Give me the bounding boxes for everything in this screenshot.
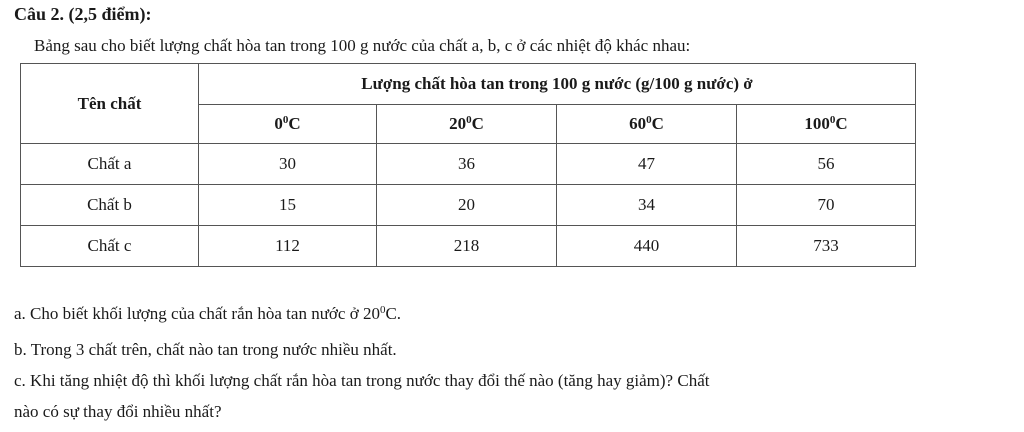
question-item-b: b. Trong 3 chất trên, chất nào tan trong nước nhiều nhất. [14,340,397,359]
value-cell: 47 [557,144,737,185]
value-cell: 112 [199,226,377,267]
value-cell: 34 [557,185,737,226]
temperature-header: $0^0C$ [199,105,377,144]
value-cell: 56 [737,144,916,185]
value-cell: 30 [199,144,377,185]
value-cell: 20 [377,185,557,226]
substance-name-header: Tên chất [21,64,199,144]
table-row [21,226,916,267]
substance-name-cell: Chất a [21,144,199,185]
temperature-header: $100^0C$ [737,105,916,144]
table-row [21,185,916,226]
question-intro: Bảng sau cho biết lượng chất hòa tan trong 100 g nước của chất a, b, c ở các nhiệt độ khác nhau: [34,36,691,55]
table-row [21,144,916,185]
value-cell: 70 [737,185,916,226]
question-item-c-continued: nào có sự thay đổi nhiều nhất? [14,402,222,421]
value-cell: 36 [377,144,557,185]
table-header-row [21,64,916,105]
substance-name-cell: Chất b [21,185,199,226]
solubility-group-header: Lượng chất hòa tan trong 100 g nước (g/100 g nước) ở [199,64,916,105]
temperature-header: $60^0C$ [557,105,737,144]
temperature-header: $20^0C$ [377,105,557,144]
value-cell: 15 [199,185,377,226]
question-item-a: a. Cho biết khối lượng của chất rắn hòa tan nước ở $20^0C$. [14,304,402,323]
value-cell: 218 [377,226,557,267]
question-title: Câu 2. (2,5 điểm): [14,4,152,24]
question-item-c: c. Khi tăng nhiệt độ thì khối lượng chất rắn hòa tan trong nước thay đổi thế nào (tăng hay giảm)? Chất [14,371,710,390]
value-cell: 733 [737,226,916,267]
value-cell: 440 [557,226,737,267]
solubility-table [20,63,916,267]
substance-name-cell: Chất c [21,226,199,267]
